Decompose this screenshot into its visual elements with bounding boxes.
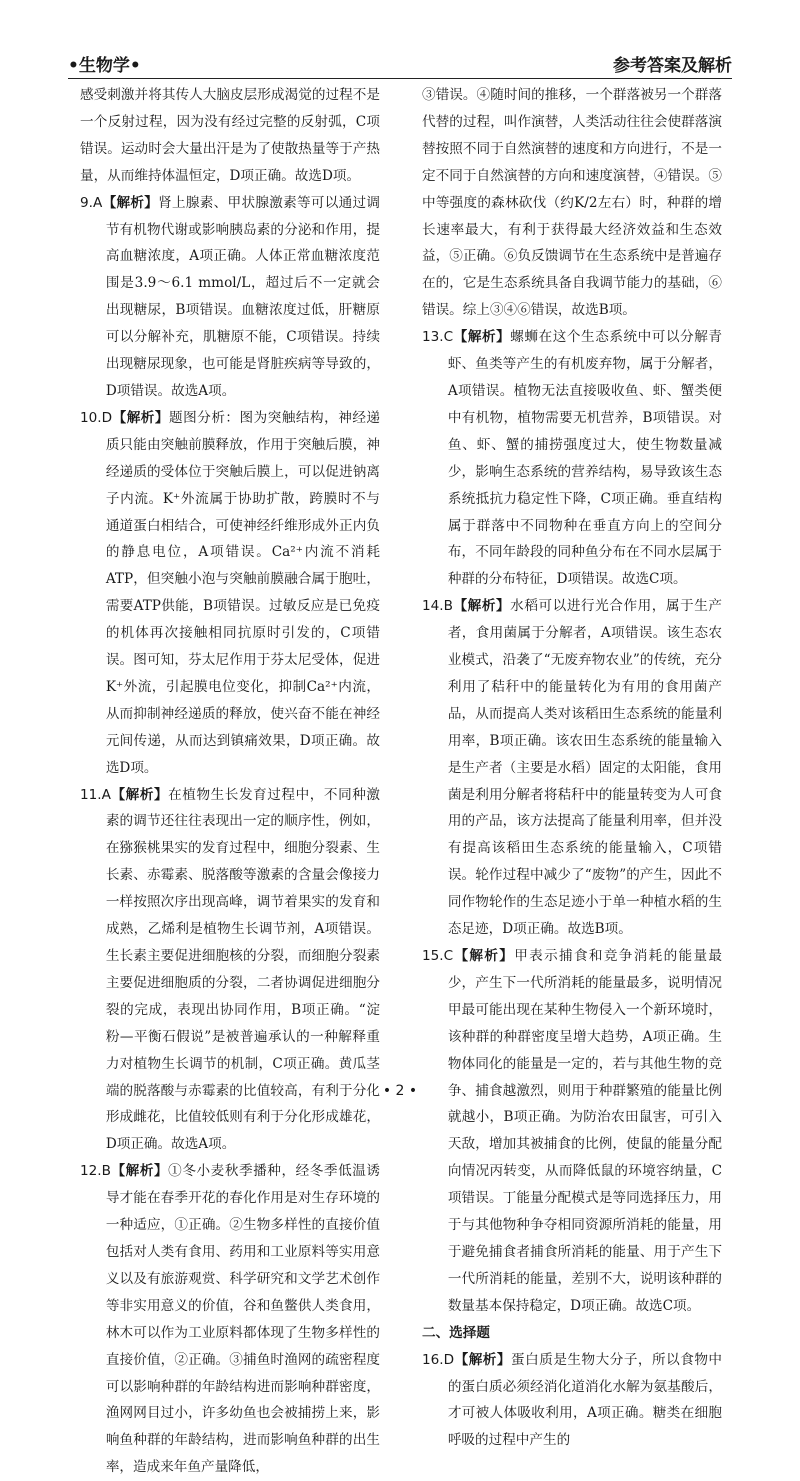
answer-number: 13.C (422, 329, 454, 346)
answer-number: 14.B (422, 598, 453, 615)
answer-paragraph (80, 1158, 380, 1481)
answer-number: 10.D (80, 409, 113, 426)
answer-number: 9.A (80, 194, 103, 211)
paragraph-text: 感受刺激并将其传人大脑皮层形成渴觉的过程不是一个反射过程，因为没有经过完整的反射弧，C项错误。运动时会大量出汗是为了使散热量等于产热量，从而维持体温恒定，D项正确。故选D项。 (80, 87, 380, 184)
continued-paragraph (80, 82, 380, 190)
answer-paragraph (422, 1347, 722, 1455)
analysis-tag: 【解析】 (102, 194, 159, 211)
answer-paragraph (422, 324, 722, 593)
paragraph-text: 甲表示捕食和竞争消耗的能量最少，产生下一代所消耗的能量最多，说明情况甲最可能出现在某种生物侵入一个新环境时，该种群的种群密度呈增大趋势，A项正确。生物体同化的能量是一定的，若与其他生物的竞争、捕食越激烈，则用于种群繁殖的能量比例就越小，B项正确。为防治农田鼠害，可引入天敌，增加其被捕食的比例，使鼠的能量分配向情况丙转变，从而降低鼠的环境容纳量，C项错误。丁能量分配模式是等同选择压力，用于与其他物种争夺相同资源所消耗的能量，用于避免捕食者捕食所消耗的能量、用于产生下一代所消耗的能量，差别不大，说明该种群的数量基本保持稳定，D项正确。故选C项。 (447, 948, 722, 1314)
answer-number: 16.D (422, 1351, 455, 1368)
answer-number: 11.A (80, 786, 111, 803)
page-number: • 2 • (382, 1083, 418, 1099)
answer-paragraph (80, 782, 380, 1159)
page-header (68, 50, 732, 76)
paragraph-text: 题图分析：图为突触结构，神经递质只能由突触前膜释放，作用于突触后膜，神经递质的受体位于突触后膜上，可以促进钠离子内流。K⁺外流属于协助扩散，跨膜时不与通道蛋白相结合，可使神经纤维形成外正内负的静息电位，A项错误。Ca²⁺内流不消耗ATP，但突触小泡与突触前膜融合属于胞吐，需要ATP供能，B项错误。过敏反应是已免疫的机体再次接触相同抗原时引发的，C项错误。图可知，芬太尼作用于芬太尼受体，促进K⁺外流，引起膜电位变化，抑制Ca²⁺内流，从而抑制神经递质的释放，使兴奋不能在神经元间传递，从而达到镇痛效果，D项正确。故选D项。 (105, 409, 381, 776)
analysis-tag: 【解析】 (110, 786, 169, 803)
paragraph-text: 蛋白质是生物大分子，所以食物中的蛋白质必须经消化道消化水解为氨基酸后，才可被人体吸收利用，A项正确。糖类在细胞呼吸的过程中产生的 (447, 1351, 723, 1449)
answer-paragraph (422, 593, 722, 943)
analysis-tag: 【解析】 (453, 948, 515, 964)
header-subject: •生物学• (68, 55, 141, 76)
analysis-tag: 【解析】 (110, 1163, 169, 1180)
answer-paragraph (80, 405, 380, 782)
analysis-tag: 【解析】 (453, 329, 511, 346)
paragraph-text: 水稻可以进行光合作用，属于生产者，食用菌属于分解者，A项错误。该生态农业模式，沿袭了“无废弃物农业”的传统，充分利用了秸秆中的能量转化为有用的食用菌产品，从而提高人类对该稻田生态系统的能量利用率，B项正确。该农田生态系统的能量输入是生产者（主要是水稻）固定的太阳能，食用菌是利用分解者将秸秆中的能量转变为人可食用的产品，该方法提高了能量利用率，但并没有提高该稻田生态系统的能量输入，C项错误。轮作过程中减少了“废物”的产生，因此不同作物轮作的生态足迹小于单一种植水稻的生态足迹，D项正确。故选B项。 (447, 598, 723, 938)
analysis-tag: 【解析】 (112, 409, 170, 426)
paragraph-text: ③错误。④随时间的推移，一个群落被另一个群落代替的过程，叫作演替，人类活动往往会使群落演替按照不同于自然演替的速度和方向进行，不是一定不同于自然演替的方向和速度演替，④错误。⑤中等强度的森林砍伐（约K/2左右）时，种群的增长速率最大，有利于获得最大经济效益和生态效益，⑤正确。⑥负反馈调节在生态系统中是普遍存在的，它是生态系统具备自我调节能力的基础，⑥错误。综上③④⑥错误，故选B项。 (422, 87, 722, 319)
analysis-tag: 【解析】 (454, 1351, 512, 1368)
paragraph-text: 在植物生长发育过程中，不同种激素的调节还往往表现出一定的顺序性，例如，在猕猴桃果实的发育过程中，细胞分裂素、生长素、赤霉素、脱落酸等激素的含量会像接力一样按照次序出现高峰，调节着果实的发育和成熟，乙烯利是植物生长调节剂，A项错误。生长素主要促进细胞核的分裂，而细胞分裂素主要促进细胞质的分裂，二者协调促进细胞分裂的完成，表现出协同作用，B项正确。“淀粉—平衡石假说”是被普遍承认的一种解释重力对植物生长调节的机制，C项正确。黄瓜茎端的脱落酸与赤霉素的比值较高，有利于分化形成雌花，比值较低则有利于分化形成雄花，D项正确。故选A项。 (105, 786, 381, 1153)
answer-number: 12.B (80, 1163, 111, 1180)
header-title: 参考答案及解析 (613, 55, 732, 76)
paragraph-text: ①冬小麦秋季播种，经冬季低温诱导才能在春季开花的春化作用是对生存环境的一种适应，①正确。②生物多样性的直接价值包括对人类有食用、药用和工业原料等实用意义以及有旅游观赏、科学研究和文学艺术创作等非实用意义的价值，谷和鱼鳖供人类食用，林木可以作为工业原料都体现了生物多样性的直接价值，②正确。③捕鱼时渔网的疏密程度可以影响种群的年龄结构进而影响种群密度，渔网网目过小，许多幼鱼也会被捕捞上来，影响鱼种群的年龄结构，进而影响鱼种群的出生率，造成来年鱼产量降低， (105, 1163, 381, 1476)
paragraph-text: 螺蛳在这个生态系统中可以分解青虾、鱼类等产生的有机废弃物，属于分解者，A项错误。植物无法直接吸收鱼、虾、蟹类便中有机物，植物需要无机营养，B项错误。对鱼、虾、蟹的捕捞强度过大，使生物数量减少，影响生态系统的营养结构，易导致该生态系统抵抗力稳定性下降，C项正确。垂直结构属于群落中不同物种在垂直方向上的空间分布，不同年龄段的同种鱼分布在不同水层属于种群的分布特征，D项错误。故选C项。 (447, 329, 723, 588)
left-column (80, 82, 380, 1481)
paragraph-text: 肾上腺素、甲状腺激素等可以通过调节有机物代谢或影响胰岛素的分泌和作用，提高血糖浓度，A项正确。人体正常血糖浓度范围是3.9～6.1 mmol/L，超过后不一定就会出现糖尿，B项错误。血糖浓度过低，肝糖原可以分解补充，肌糖原不能，C项错误。持续出现糖尿现象，也可能是肾脏疾病等导致的，D项错误。故选A项。 (105, 194, 381, 399)
answer-paragraph (80, 190, 380, 405)
analysis-tag: 【解析】 (452, 598, 511, 615)
right-column (422, 82, 722, 1454)
section-title: 二、选择题 (422, 1324, 490, 1341)
answer-paragraph (422, 943, 722, 1320)
continued-paragraph (422, 82, 722, 324)
header-rule (68, 78, 732, 79)
answer-number: 15.C (422, 948, 454, 964)
